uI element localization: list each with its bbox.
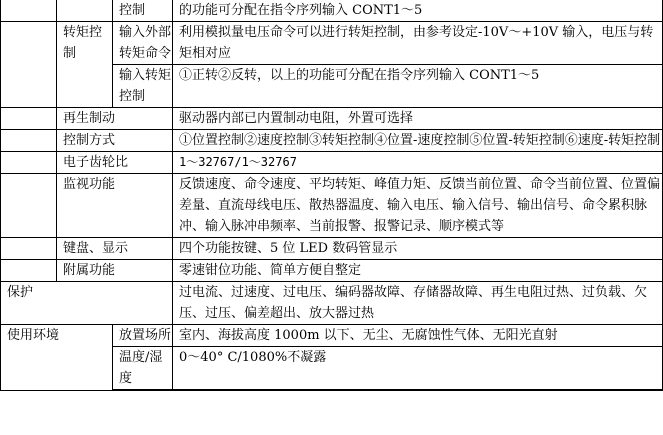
subcategory-cell: 输入外部转矩命令 (113, 22, 173, 65)
table-row (1, 260, 663, 282)
subcategory-cell: 输入转矩控制 (113, 65, 173, 108)
label-cell: 保护 (1, 282, 173, 325)
table-row (1, 152, 663, 174)
description-cell: 过电流、过速度、过电压、编码器故障、存储器故障、再生电阻过热、过负载、欠压、过压、偏差超出、放大器过热 (173, 282, 663, 325)
blank-cell (1, 130, 57, 152)
blank-cell (1, 22, 57, 108)
table-row (1, 174, 663, 238)
blank-cell (1, 174, 57, 238)
subcategory-cell: 温度/湿度 (113, 347, 173, 390)
label-cell: 附属功能 (57, 260, 173, 282)
category-cell: 使用环境 (1, 325, 113, 391)
table-row (1, 238, 663, 260)
table-row (1, 0, 663, 22)
blank-cell (1, 0, 57, 22)
label-cell: 控制方式 (57, 130, 173, 152)
label-cell: 键盘、显示 (57, 238, 173, 260)
description-cell: 室内、海拔高度 1000m 以下、无尘、无腐蚀性气体、无阳光直射 (173, 325, 663, 347)
label-cell: 电子齿轮比 (57, 152, 173, 174)
table-row (1, 130, 663, 152)
description-cell: 0～40° C/1080%不凝露 (173, 347, 663, 390)
description-cell: ①正转②反转，以上的功能可分配在指令序列输入 CONT1～5 (173, 65, 663, 108)
label-cell: 再生制动 (57, 108, 173, 130)
subcategory-cell: 控制 (113, 0, 173, 22)
blank-cell (1, 260, 57, 282)
blank-cell (1, 152, 57, 174)
description-cell (173, 390, 663, 391)
description-cell: 1～32767/1～32767 (173, 152, 663, 174)
blank-cell (1, 238, 57, 260)
description-cell: 的功能可分配在指令序列输入 CONT1～5 (173, 0, 663, 22)
description-cell: 利用模拟量电压命令可以进行转矩控制，由参考设定-10V～+10V 输入，电压与转矩相对应 (173, 22, 663, 65)
description-cell: ①位置控制②速度控制③转矩控制④位置-速度控制⑤位置-转矩控制⑥速度-转矩控制 (173, 130, 663, 152)
label-cell: 监视功能 (57, 174, 173, 238)
table-row (1, 325, 663, 347)
table-row (1, 282, 663, 325)
subcategory-cell: 放置场所 (113, 325, 173, 347)
description-cell: 驱动器内部已内置制动电阻，外置可选择 (173, 108, 663, 130)
table-row (1, 22, 663, 65)
subcategory-cell (113, 390, 173, 391)
blank-cell (1, 108, 57, 130)
blank-cell (57, 0, 113, 22)
description-cell: 反馈速度、命令速度、平均转矩、峰值力矩、反馈当前位置、命令当前位置、位置偏差量、直流母线电压、散热器温度、输入电压、输入信号、输出信号、命令累积脉冲、输入脉冲串频率、当前报警、报警记录、顺序模式等 (173, 174, 663, 238)
description-cell: 零速钳位功能、简单方便自整定 (173, 260, 663, 282)
description-cell: 四个功能按键、5 位 LED 数码管显示 (173, 238, 663, 260)
table-row (1, 108, 663, 130)
category-cell: 转矩控制 (57, 22, 113, 108)
